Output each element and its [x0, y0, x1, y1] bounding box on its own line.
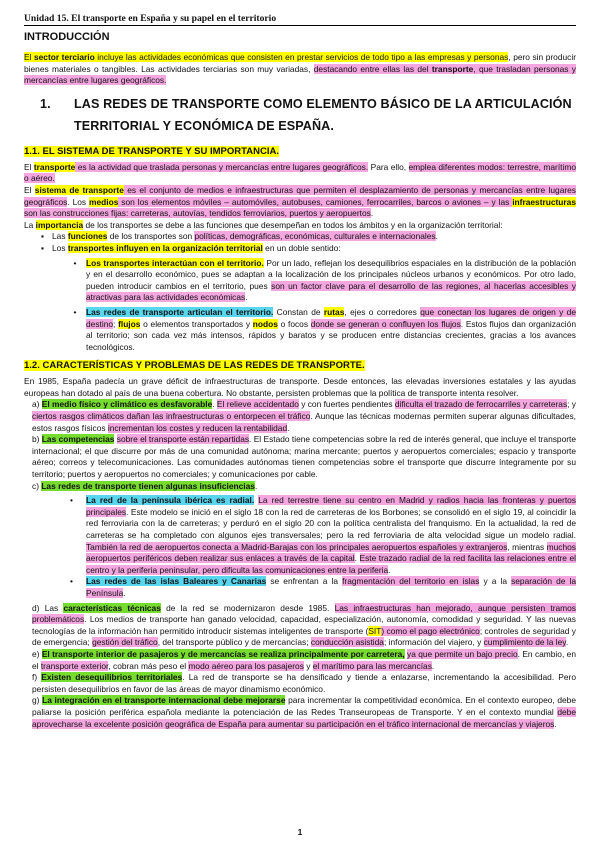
item-f: f) Existen desequilibrios territoriales. La red de transporte se ha densificado y tiende a enlazarse, incrementando la accesibilidad. Pero persisten desequilibrios en favor de las áreas de mayor dinamismo económico. — [32, 672, 576, 694]
sub-list-item: • Las redes de transporte articulan el territorio. Constan de rutas, ejes o corredores que conectan los lugares de origen y de destino; flujos o elementos transportados y nodos o focos donde se generan o confluyen los flujos. Estos flujos dan organización al territorio; son cada vez más intensos, rápidos y baratos y se producen entre distancias crecientes, gracias a los avances tecnológicos. — [73, 306, 577, 352]
paragraph-importancia: La importancia de los transportes se debe a las funciones que desempeñan en todos los ámbitos y en la organización territorial: — [24, 219, 503, 230]
intro-paragraph: El sector terciario incluye las actividades económicas que consisten en prestar servicios de todo tipo a las empresas y personas, pero sin producir bienes materiales o tangibles. Las actividades terciarias son muy variadas, destacando entre ellas las del transporte, que trasladan personas y mercancías entre lugares geográficos. — [24, 52, 576, 86]
item-a: a) El medio físico y climático es desfavorable. El relieve accidentado y con fuertes pendientes dificulta el trazado de ferrocarriles y carreteras; y ciertos rasgos climáticos dañan las infraestructuras o entorpecen el tráfico. Aunque las técnicas modernas permiten superar algunas dificultades, estos rasgos físicos incrementan los costes y reducen la rentabilidad. — [32, 399, 576, 433]
item-c: c) Las redes de transporte tienen algunas insuficiencias. — [32, 480, 258, 491]
running-header: Unidad 15. El transporte en España y su papel en el territorio — [24, 13, 576, 26]
item-g: g) La integración en el transporte internacional debe mejorarse para incrementar la competitividad económica. En el contexto europeo, debe paliarse la posición periférica española mediante la potenciación de las Redes Transeuropeas de Transporte. Y en el contexto mundial debe aprovecharse la excelente posición geográfica de España para aumentar su participación en el tráfico internacional de mercancías y viajeros. — [32, 695, 576, 729]
intro-heading: INTRODUCCIÓN — [24, 31, 110, 43]
section-1-heading: 1. LAS REDES DE TRANSPORTE COMO ELEMENTO BÁSICO DE LA ARTICULACIÓN TERRITORIAL Y ECONÓMICA DE ESPAÑA. — [40, 96, 572, 133]
item-e: e) El transporte interior de pasajeros y de mercancías se realiza principalmente por carretera, ya que permite un bajo precio. En cambio, en el transporte exterior, cobran más peso el modo aéreo para los pasajeros y el marítimo para las mercancías. — [32, 648, 576, 671]
sub-list-item: • Los transportes interactúan con el territorio. Por un lado, reflejan los desequilibrios espaciales en la distribución de la población y en el desarrollo económico, pues se adaptan a la localización de los principales núcleos urbanos y económicos. Por otro lado, pueden introducir cambios en el territorio, pues son un factor clave para el desarrollo de las regiones, al hacerlas accesibles y atractivas para las actividades económicas. — [73, 257, 576, 303]
paragraph-1985: En 1985, España padecía un grave déficit de infraestructuras de transporte. Desde entonces, las elevadas inversiones estatales y las ayudas europeas han dotado al país de una buena cobertura. No obstante, persisten problemas que la política de transporte intenta resolver. — [24, 376, 576, 398]
sub-list-item: • La red de la península ibérica es radial. La red terrestre tiene su centro en Madrid y radios hacia las fronteras y puertos principales. Este modelo se inició en el siglo 18 con la red de carreteras de los Borbones; se consolidó en el siglo 19, al coincidir la red ferroviaria con la de carreteras; y perduró en el siglo 20 con la política centralista del franquismo. En la actualidad, la red de carreteras se ha completado con algunos ejes transversales; pero la red ferroviaria de alta velocidad sigue un modelo radial. También la red de aeropuertos conecta a Madrid-Barajas con los principales aeropuertos españoles y extranjeros, mientras muchos aeropuertos periféricos deben realizar sus enlaces a través de la capital. Este trazado radial de la red facilita las relaciones entre el centro y la periferia peninsular, pero dificulta las comunicaciones entre la periferia. — [70, 495, 576, 575]
section-1-2-heading: 1.2. CARACTERÍSTICAS Y PROBLEMAS DE LAS REDES DE TRANSPORTE. — [24, 360, 365, 372]
list-item: ▪ Las funciones de los transportes son políticas, demográficas, económicas, culturales e internacionales. — [41, 231, 438, 242]
section-1-1-heading: 1.1. EL SISTEMA DE TRANSPORTE Y SU IMPORTANCIA. — [24, 145, 279, 157]
list-item: ▪ Los transportes influyen en la organización territorial en un doble sentido: — [41, 242, 341, 253]
item-b: b) Las competencias sobre el transporte están repartidas. El Estado tiene competencias sobre la red de interés general, que incluye el transporte internacional; el que discurre por más de una comunidad autónoma; marina mercante; puertos y aeropuertos comerciales; espacio y transporte aéreo; correos y telecomunicaciones. Las comunidades autónomas tienen competencias sobre el transporte que discurre íntegramente por su territorio; puertos y aeropuertos no comerciales; y comunicaciones por cable. — [32, 434, 577, 480]
page-number: 1 — [297, 827, 303, 837]
item-d: d) Las características técnicas de la red se modernizaron desde 1985. Las infraestructuras han mejorado, aunque persisten tramos problemáticos. Los medios de transporte han ganado velocidad, capacidad, especialización, autonomía, comodidad y seguridad. Y las nuevas tecnologías de la información han permitido introducir sistemas inteligentes de transporte (SIT) como el pago electrónico; controles de seguridad y de emergencia; gestión del tráfico, del transporte público y de mercancías; conducción asistida; información del viajero, y cumplimiento de la ley. — [32, 602, 576, 648]
sub-list-item: • Las redes de las islas Baleares y Canarias se enfrentan a la fragmentación del territorio en islas y a la separación de la Península. — [70, 576, 577, 598]
main-content — [24, 31, 576, 730]
paragraph-transporte: El transporte es la actividad que traslada personas y mercancías entre lugares geográficos. Para ello, emplea diferentes modos: terrestre, marítimo o aéreo. — [24, 161, 576, 184]
paragraph-sistema: El sistema de transporte es el conjunto de medios e infraestructuras que permiten el desplazamiento de personas y mercancías entre lugares geográficos. Los medios son los elementos móviles – automóviles, autobuses, camiones, ferrocarriles, barcos o aviones – y las infraestructuras son las construcciones fijas: carreteras, autovías, tendidos ferroviarios, puertos y aeropuertos. — [24, 184, 576, 219]
